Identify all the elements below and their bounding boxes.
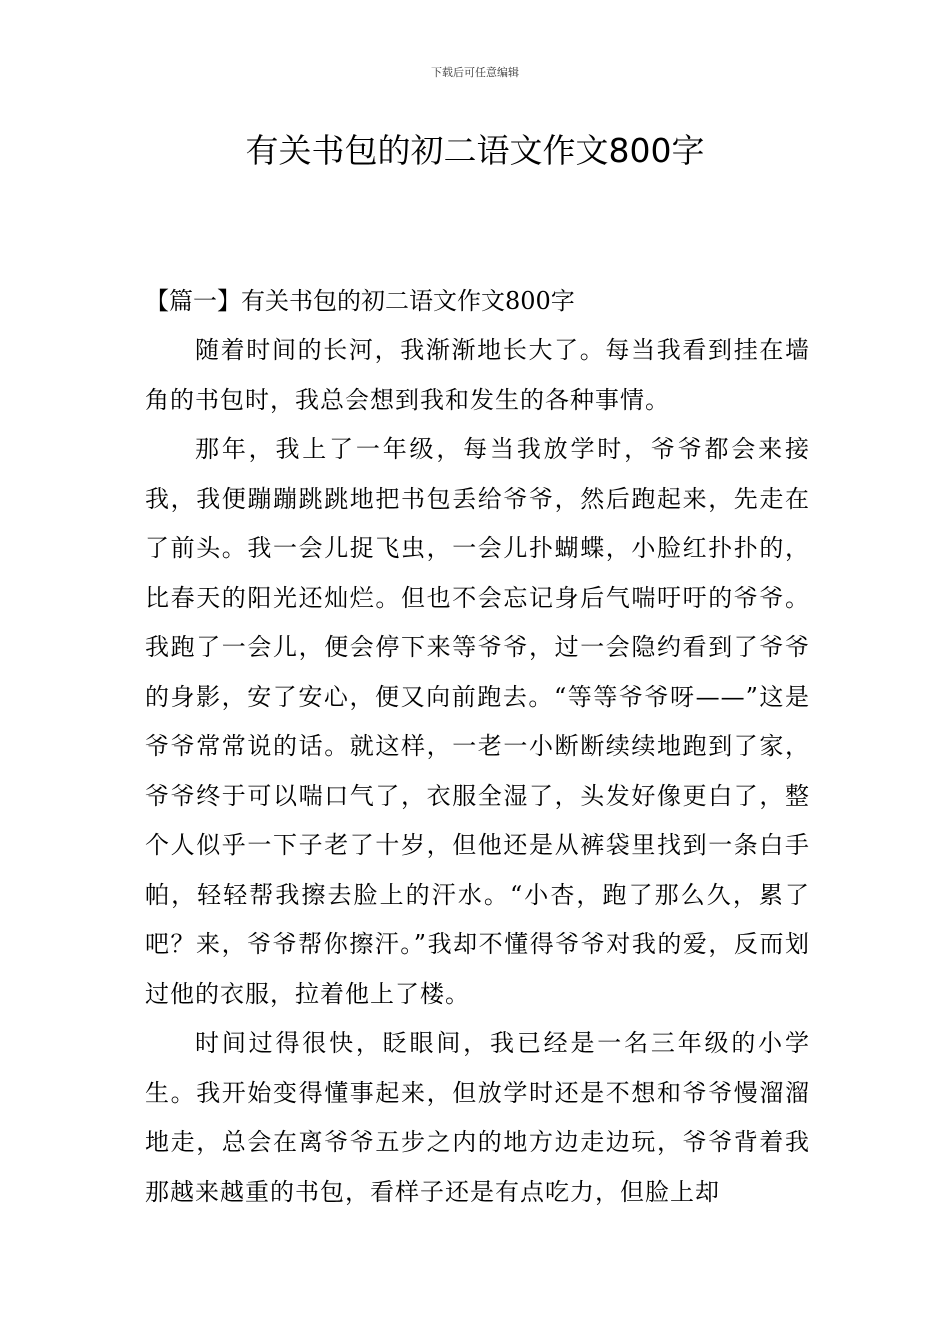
paragraph-3: 时间过得很快，眨眼间，我已经是一名三年级的小学生。我开始变得懂事起来，但放学时还是不想和爷爷慢溜溜地走，总会在离爷爷五步之内的地方边走边玩，爷爷背着我那越来越重的书包，看样子还是有点吃力，但脸上却 [145, 1029, 810, 1206]
document-body [145, 277, 810, 1217]
document-title: 有关书包的初二语文作文800字 [245, 131, 705, 170]
paragraph-2: 那年，我上了一年级，每当我放学时，爷爷都会来接我，我便蹦蹦跳跳地把书包丢给爷爷，然后跑起来，先走在了前头。我一会儿捉飞虫，一会儿扑蝴蝶，小脸红扑扑的，比春天的阳光还灿烂。但也不会忘记身后气喘吁吁的爷爷。我跑了一会儿，便会停下来等爷爷，过一会隐约看到了爷爷的身影，安了安心，便又向前跑去。“等等爷爷呀——”这是爷爷常常说的话。就这样，一老一小断断续续地跑到了家，爷爷终于可以喘口气了，衣服全湿了，头发好像更白了，整个人似乎一下子老了十岁，但他还是从裤袋里找到一条白手帕，轻轻帮我擦去脸上的汗水。“小杏，跑了那么久，累了吧？来，爷爷帮你擦汗。”我却不懂得爷爷对我的爱，反而划过他的衣服，拉着他上了楼。 [145, 435, 810, 1008]
header-note: 下载后可任意编辑 [431, 66, 519, 79]
paragraph-1: 随着时间的长河，我渐渐地长大了。每当我看到挂在墙角的书包时，我总会想到我和发生的各种事情。 [145, 336, 810, 414]
section-heading: 【篇一】有关书包的初二语文作文800字 [145, 287, 575, 315]
